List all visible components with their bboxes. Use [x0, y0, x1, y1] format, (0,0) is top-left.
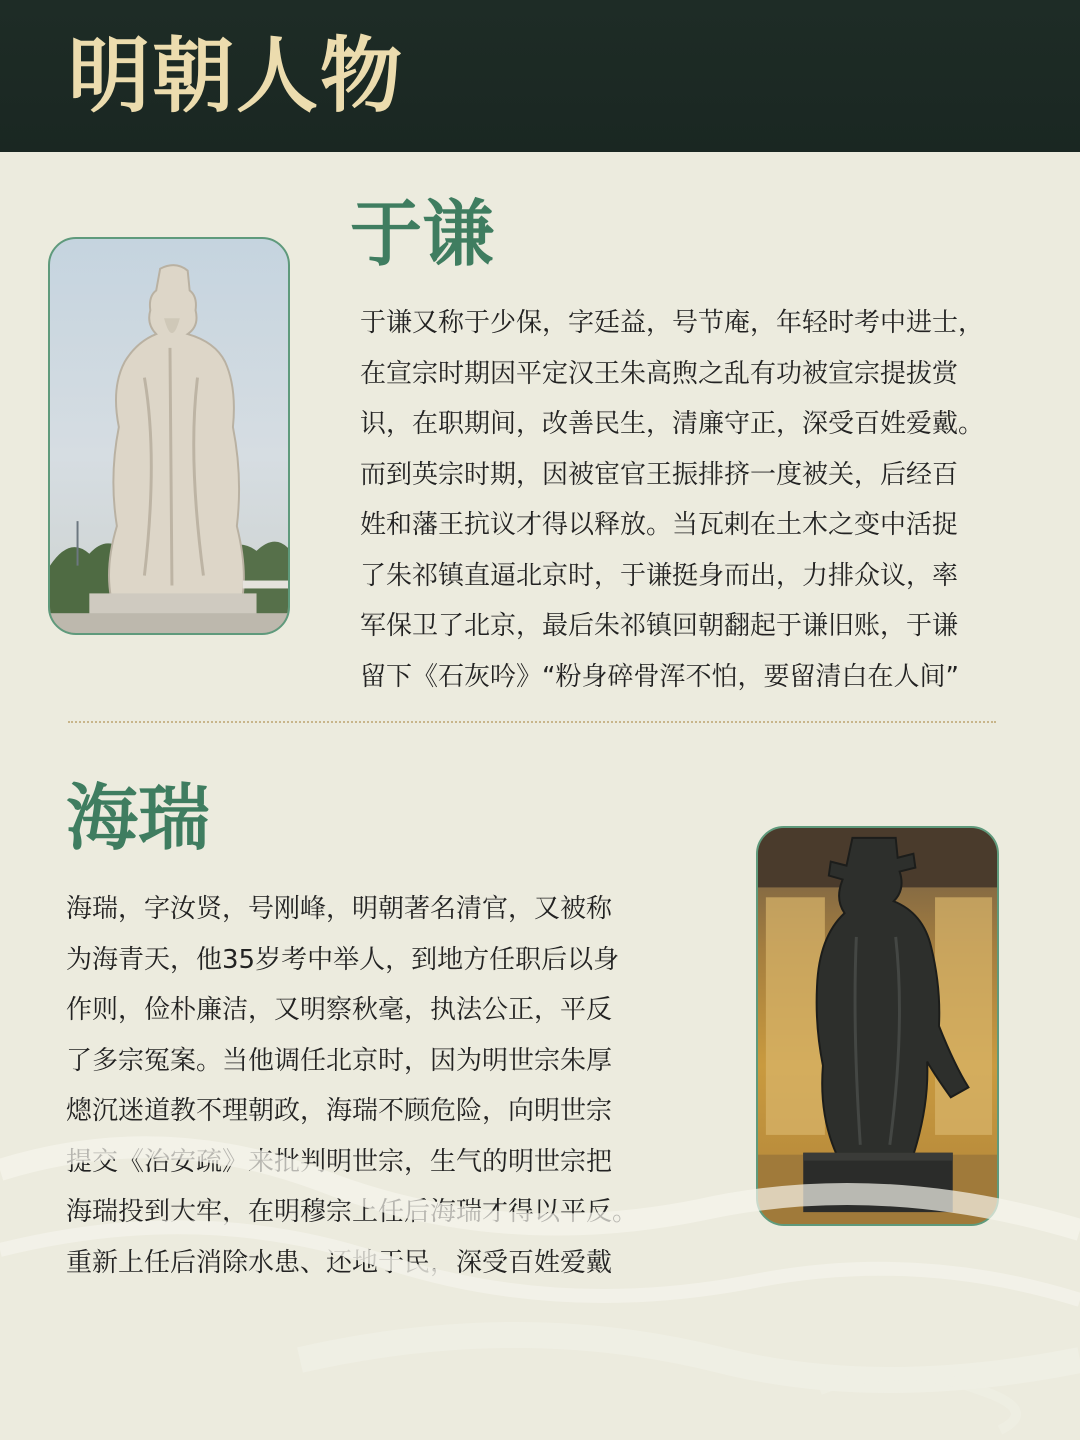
section-name-hai-rui: 海瑞 [66, 775, 211, 860]
section-divider [68, 721, 996, 723]
stone-statue-image [50, 239, 288, 633]
yu-qian-biography: 于谦又称于少保，字廷益，号节庵，年轻时考中进士， 在宣宗时期因平定汉王朱高煦之乱有功被宣宗提拔赏 识，在职期间，改善民生，清廉守正，深受百姓爱戴。 而到英宗时期，因被宦官王振排挤一度被关，后经百 姓和藩王抗议才得以释放。当瓦剌在土木之变中活捉 了朱祁镇直逼北京时，于谦挺身而出，力排众议，率 军保卫了北京，最后朱祁镇回朝翻起于谦旧账，于谦 留下《石灰吟》“粉身碎骨浑不怕，要留清白在人间” [360, 308, 985, 692]
yu-qian-statue-photo [48, 237, 290, 635]
page-header [0, 0, 1080, 152]
hai-rui-biography: 海瑞，字汝贤，号刚峰，明朝著名清官，又被称 为海青天，他35岁考中举人，到地方任职后以身 作则，俭朴廉洁，又明察秋毫，执法公正，平反 了多宗冤案。当他调任北京时，因为明世宗朱厚 熜沉迷道教不理朝政，海瑞不顾危险，向明世宗 提交《治安疏》来批判明世宗，生气的明世宗把 海瑞投到大牢，在明穆宗上任后海瑞才得以平反。 重新上任后消除水患、还地于民，深受百姓爱戴 [66, 894, 639, 1278]
decorative-cloud-pattern [0, 1060, 1080, 1440]
page-title: 明朝人物 [68, 28, 405, 124]
section-name-yu-qian: 于谦 [350, 191, 495, 276]
